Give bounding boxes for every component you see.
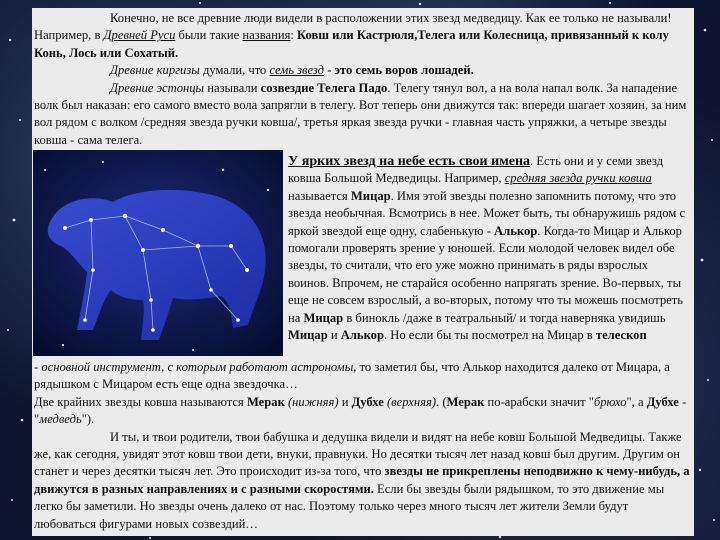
text-run: Мерак bbox=[446, 394, 485, 409]
text-run: по-арабски значит " bbox=[484, 394, 594, 409]
bold-names: Ковш или Кастрюля,Телега или Колесница, привязанный к колу Конь, Лось или Сохатый. bbox=[34, 28, 669, 60]
text-run: (верхняя) bbox=[383, 394, 437, 409]
link-ancient-rus[interactable]: Древней Руси bbox=[103, 28, 176, 43]
text-run: думали, что bbox=[199, 63, 270, 78]
paragraph-kyrgyz bbox=[34, 62, 690, 79]
link-names[interactable]: названия bbox=[242, 28, 291, 43]
star-names-column bbox=[288, 153, 690, 344]
text-run: - " bbox=[34, 394, 687, 427]
bear-image bbox=[33, 150, 283, 356]
text-run: . ( bbox=[436, 394, 447, 409]
link-seven-stars[interactable]: семь звезд bbox=[269, 63, 325, 78]
text-run: и bbox=[338, 394, 352, 409]
paragraph-estonian bbox=[34, 80, 690, 150]
text-run: телескоп bbox=[595, 328, 647, 343]
text-run: : bbox=[290, 28, 298, 43]
text-run: созвездие Телега Падо bbox=[260, 80, 388, 95]
text-run: называли bbox=[204, 80, 261, 95]
text-run: . Телегу тянул вол, а на вола напал волк. За нападение волк был наказан: его самого вместо вола запрягли в телегу. Вот теперь они движутся так: впереди шагает хозяин, за ним вол рядом с волком /средняя звезда ручки ковша/, третья яркая звезда ручки - главная часть упряжки, а четыре звезды ковша - сама телега. bbox=[34, 80, 687, 147]
text-run: - основной инструмент, с которым работают астрономы bbox=[34, 360, 354, 374]
text-run: Если бы звезды были рядышком, то это движение мы легко бы заметили. Но звезды очень далеко от нас. Поэтому только через много тысяч лет жители Земли будут любоваться фигурами новых созвездий… bbox=[34, 481, 665, 531]
text-run: Мицар bbox=[288, 328, 328, 343]
ursa-major-illustration bbox=[33, 150, 283, 356]
paragraph-merak-dubhe bbox=[34, 394, 690, 429]
text-run: Две крайних звезды ковша называются bbox=[34, 394, 247, 409]
text-run: ", а bbox=[626, 394, 647, 409]
text-run: . Но если бы ты посмотрел на Мицар в bbox=[383, 328, 596, 343]
paragraph-telescope bbox=[34, 359, 690, 394]
text-run: Мицар bbox=[303, 310, 344, 325]
paragraph-russia bbox=[34, 10, 690, 62]
top-text bbox=[34, 10, 690, 149]
text-run: называется bbox=[288, 188, 351, 203]
paragraph-motion bbox=[34, 429, 690, 533]
text-run: Древние эстонцы bbox=[110, 80, 205, 95]
text-run: звезды не прикреплены неподвижно к чему-нибудь, а движутся в разных направлениях и с разными скоростями. bbox=[34, 464, 690, 496]
text-run: Дубхе bbox=[351, 394, 384, 409]
section-heading: У ярких звезд на небе есть свои имена bbox=[288, 154, 531, 169]
text-run: . Имя этой звезды полезно запомнить потому, что это звезда необычная. Всмотрись в нее. Может быть, ты обнаружишь рядом с яркой звездой еще одну, слабенькую - bbox=[288, 188, 686, 238]
text-run: "). bbox=[81, 412, 95, 427]
text-run: медведь bbox=[39, 412, 82, 427]
link-middle-star[interactable]: средняя звезда ручки ковша bbox=[504, 171, 652, 186]
bottom-text bbox=[34, 359, 690, 533]
text-run: Древние киргизы bbox=[110, 63, 200, 78]
text-run: (нижняя) bbox=[284, 394, 339, 409]
text-run: , то заметил бы, что Алькор находится далеко от Мицара, а рядышком с Мицаром есть еще одна звездочка… bbox=[34, 360, 670, 392]
text-run: Мицар bbox=[350, 188, 391, 203]
text-run: Мерак bbox=[246, 394, 285, 409]
text-run: . Когда-то Мицар и Алькор помогали проверять зрение у юношей. Если молодой человек видел обе звезды, то считали, что его уже можно принимать в ряды взрослых воинов. Впрочем, не старайся особенно напрягать зрение. Во-первых, ты еще не совсем взрослый, а во-вторых, потому что ты можешь посмотреть на bbox=[288, 223, 684, 325]
text-run: Конечно, не все древние люди видели в расположении этих звезд медведицу. Как ее только не называли! Например, в bbox=[34, 11, 672, 43]
text-run: И ты, и твои родители, твои бабушка и дедушка видели и видят на небе ковш Большой Медведицы. Также же, как сегодня, увидят этот ковш твои дети, внуки, правнуки. Но десятки тысяч лет назад ковш был другим. Другим он станет и через десятки тысяч лет. Это происходит из-за того, что bbox=[34, 429, 682, 479]
text-run: и bbox=[327, 328, 341, 343]
text-run: были такие bbox=[175, 28, 243, 43]
text-run: - это семь воров лошадей. bbox=[324, 63, 474, 78]
text-run: Дубхе bbox=[646, 394, 679, 409]
text-run: Алькор bbox=[494, 223, 538, 238]
text-run: Алькор bbox=[340, 328, 384, 343]
text-run: в бинокль /даже в театральный/ и тогда наверняка увидишь bbox=[343, 310, 666, 325]
text-run: . Есть они и у семи звезд ковша Большой Медведицы. Например, bbox=[288, 154, 664, 186]
text-run: брюхо bbox=[593, 394, 627, 409]
